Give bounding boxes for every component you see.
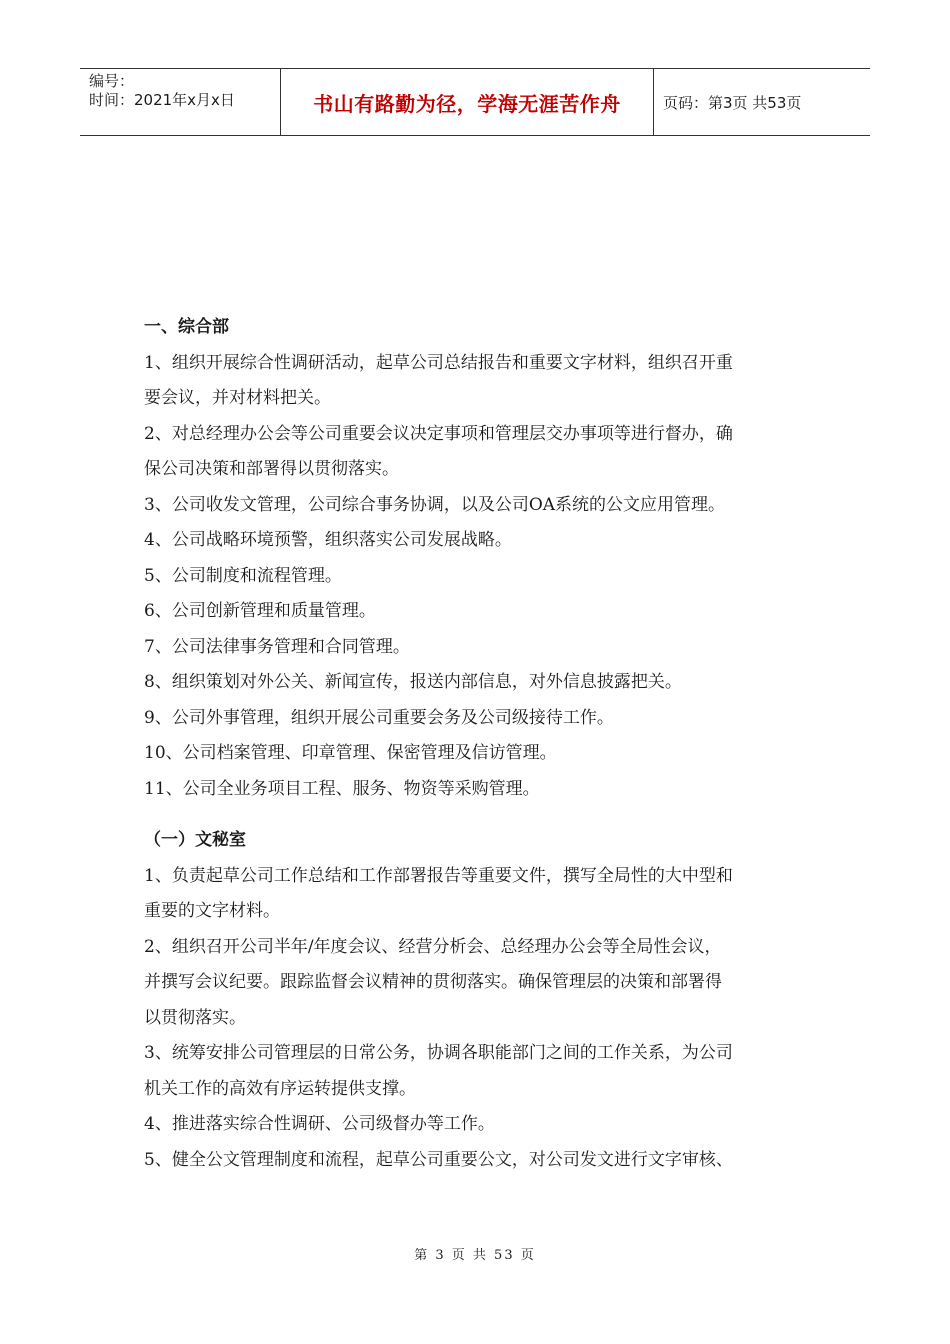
header-meta-cell (80, 69, 281, 135)
page-label: 页码：第3页 共53页 (663, 93, 802, 112)
time-label: 时间：2021年x月x日 (89, 91, 235, 109)
paragraph-line: 5、公司制度和流程管理。 (144, 565, 342, 586)
section-heading: （一）文秘室 (144, 830, 246, 850)
paragraph-line: 以贯彻落实。 (144, 1007, 246, 1028)
paragraph-line: 4、公司战略环境预警，组织落实公司发展战略。 (144, 530, 512, 550)
page-footer: 第 3 页 共 53 页 (414, 1248, 536, 1263)
header-motto-cell (281, 69, 654, 135)
document-body (144, 310, 809, 1178)
paragraph-line: 8、组织策划对外公关、新闻宣传，报送内部信息，对外信息披露把关。 (144, 672, 682, 692)
paragraph-line: 1、组织开展综合性调研活动，起草公司总结报告和重要文字材料，组织召开重 (144, 352, 733, 373)
paragraph-line: 7、公司法律事务管理和合同管理。 (144, 636, 410, 657)
paragraph-line: 3、公司收发文管理，公司综合事务协调，以及公司OA系统的公文应用管理。 (144, 494, 726, 515)
paragraph-line: 11、公司全业务项目工程、服务、物资等采购管理。 (144, 778, 540, 799)
paragraph-line: 机关工作的高效有序运转提供支撑。 (144, 1078, 416, 1099)
section-heading: 一、综合部 (144, 317, 229, 337)
paragraph-line: 5、健全公文管理制度和流程，起草公司重要公文，对公司发文进行文字审核、 (144, 1149, 733, 1170)
paragraph-line: 1、负责起草公司工作总结和工作部署报告等重要文件，撰写全局性的大中型和 (144, 865, 733, 886)
paragraph-line: 6、公司创新管理和质量管理。 (144, 601, 376, 621)
paragraph-line: 3、统筹安排公司管理层的日常公务，协调各职能部门之间的工作关系，为公司 (144, 1043, 733, 1063)
paragraph-line: 保公司决策和部署得以贯彻落实。 (144, 459, 399, 479)
paragraph-line: 2、组织召开公司半年/年度会议、经营分析会、总经理办公会等全局性会议， (144, 936, 722, 957)
paragraph-line: 4、推进落实综合性调研、公司级督办等工作。 (144, 1114, 495, 1134)
motto-text: 书山有路勤为径，学海无涯苦作舟 (313, 91, 621, 116)
paragraph-line: 10、公司档案管理、印章管理、保密管理及信访管理。 (144, 743, 557, 763)
header-page-cell (654, 69, 870, 135)
section-spacer (144, 807, 809, 823)
number-label: 编号： (89, 72, 135, 90)
paragraph-line: 并撰写会议纪要。跟踪监督会议精神的贯彻落实。确保管理层的决策和部署得 (144, 972, 722, 992)
paragraph-line: 2、对总经理办公会等公司重要会议决定事项和管理层交办事项等进行督办，确 (144, 423, 733, 444)
paragraph-line: 要会议，并对材料把关。 (144, 388, 331, 408)
paragraph-line: 重要的文字材料。 (144, 901, 280, 921)
document-header (80, 68, 870, 136)
paragraph-line: 9、公司外事管理，组织开展公司重要会务及公司级接待工作。 (144, 707, 614, 728)
